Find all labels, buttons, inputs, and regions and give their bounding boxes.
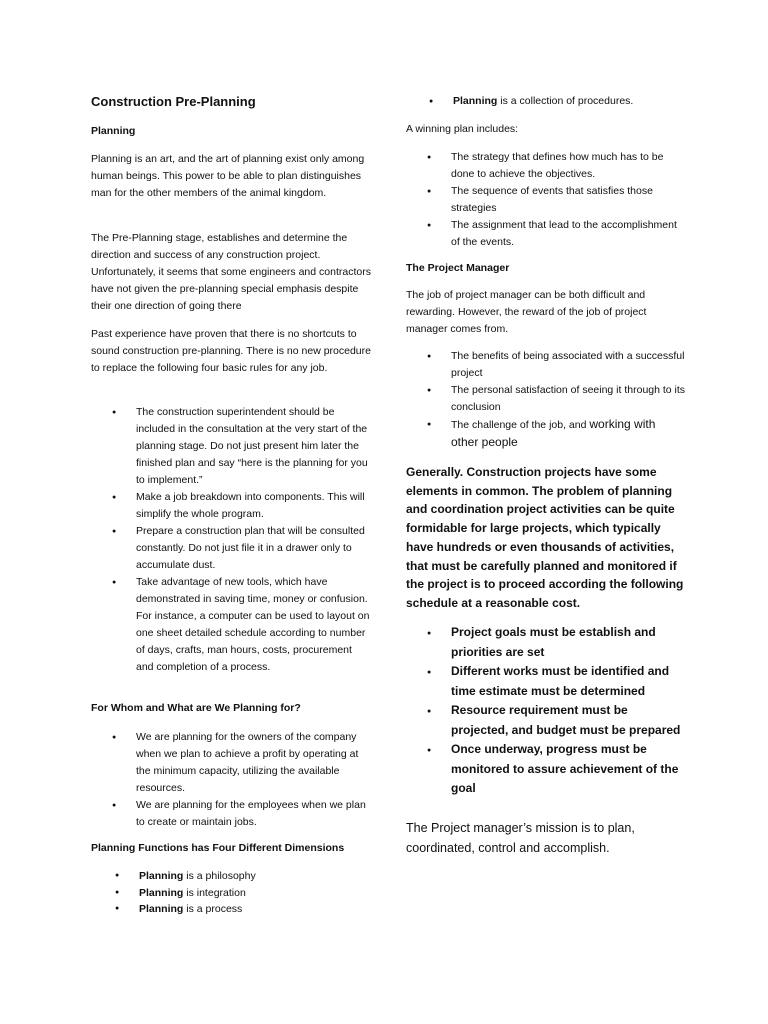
list-item-text: The challenge of the job, and (451, 419, 590, 431)
winning-intro: A winning plan includes: (406, 123, 519, 135)
list-item: ● The sequence of events that satisfies those strategies (406, 183, 686, 217)
winning-plan-list (406, 149, 686, 251)
list-item (408, 93, 633, 110)
list-item-text: is a philosophy (183, 870, 256, 882)
project-manager-heading: The Project Manager (406, 262, 510, 274)
list-item: ● Take advantage of new tools, which have demonstrated in saving time, money or confusion. For instance, a computer can be used to layout on one sheet detailed schedule according to number of days, crafts, man hours, costs, procurement and completion of a process. (91, 574, 371, 676)
list-item: ● The benefits of being associated with a successful project (406, 348, 686, 382)
list-item: ● We are planning for the owners of the company when we plan to achieve a profit by operating at the minimum capacity, utilizing the available resources. (91, 729, 371, 797)
basic-rules-list (91, 404, 371, 676)
list-item (91, 901, 256, 918)
list-item: ● Once underway, progress must be monitored to assure achievement of the goal (406, 740, 686, 799)
dimensions-list-continued (408, 93, 633, 110)
whom-heading: For Whom and What are We Planning for? (91, 702, 301, 714)
intro-paragraph: Planning is an art, and the art of planning exist only among human beings. This power to be able to plan distinguishes man for the other members of the animal kingdom. (91, 153, 365, 199)
list-item: ● The personal satisfaction of seeing it through to its conclusion (406, 382, 686, 416)
list-item: ● Make a job breakdown into components. This will simplify the whole program. (91, 489, 371, 523)
pre-planning-paragraph: The Pre-Planning stage, establishes and determine the direction and success of any construction project. Unfortunately, it seems that some engineers and contractors have not given the pre-planning special emphasis despite their one direction of going there (91, 232, 371, 312)
list-item-bold: Planning (139, 903, 184, 915)
list-item: ● Project goals must be establish and priorities are set (406, 623, 686, 662)
general-paragraph: Generally. Construction projects have some elements in common. The problem of planning and coordination project activities can be quite formidable for large projects, which typically have hundreds or even thousands of activities, that must be carefully planned and monitored if the project is to proceed according the following schedule at a reasonable cost. (406, 465, 684, 610)
rewards-list (406, 348, 686, 452)
functions-heading: Planning Functions has Four Different Dimensions (91, 842, 345, 854)
list-item-bold: Planning (139, 870, 184, 882)
whom-list (91, 729, 371, 831)
list-item-bold: Planning (139, 886, 184, 899)
page-title: Construction Pre-Planning (91, 94, 256, 109)
list-item-text-large: working with other people (451, 417, 656, 449)
list-item: ● Resource requirement must be projected, and budget must be prepared (406, 701, 686, 740)
list-item (91, 885, 256, 902)
list-item-text: is a process (183, 903, 243, 915)
list-item-bold: Planning (453, 95, 498, 107)
list-item: ● The construction superintendent should be included in the consultation at the very start of the planning stage. Do not just present him later the finished plan and say “here is the planning for you to implement.” (91, 404, 371, 489)
past-experience-paragraph: Past experience have proven that there is no shortcuts to sound construction pre-planning. There is no new procedure to replace the following four basic rules for any job. (91, 328, 371, 374)
list-item: ● Prepare a construction plan that will be consulted constantly. Do not just file it in a drawer only to accumulate dust. (91, 523, 371, 574)
list-item: ● We are planning for the employees when we plan to create or maintain jobs. (91, 797, 371, 831)
list-item (91, 868, 256, 885)
list-item-text: is a collection of procedures. (497, 95, 634, 107)
list-item-text: is integration (183, 886, 246, 899)
list-item: ● The assignment that lead to the accomplishment of the events. (406, 217, 686, 251)
list-item (406, 416, 686, 452)
requirements-list (406, 623, 686, 799)
mission-statement: The Project manager’s mission is to plan, coordinated, control and accomplish. (406, 821, 635, 855)
list-item: ● Different works must be identified and time estimate must be determined (406, 662, 686, 701)
dimensions-list (91, 868, 256, 918)
project-manager-paragraph: The job of project manager can be both difficult and rewarding. However, the reward of the job of project manager comes from. (406, 289, 647, 335)
list-item: ● The strategy that defines how much has to be done to achieve the objectives. (406, 149, 686, 183)
planning-heading: Planning (91, 125, 136, 137)
